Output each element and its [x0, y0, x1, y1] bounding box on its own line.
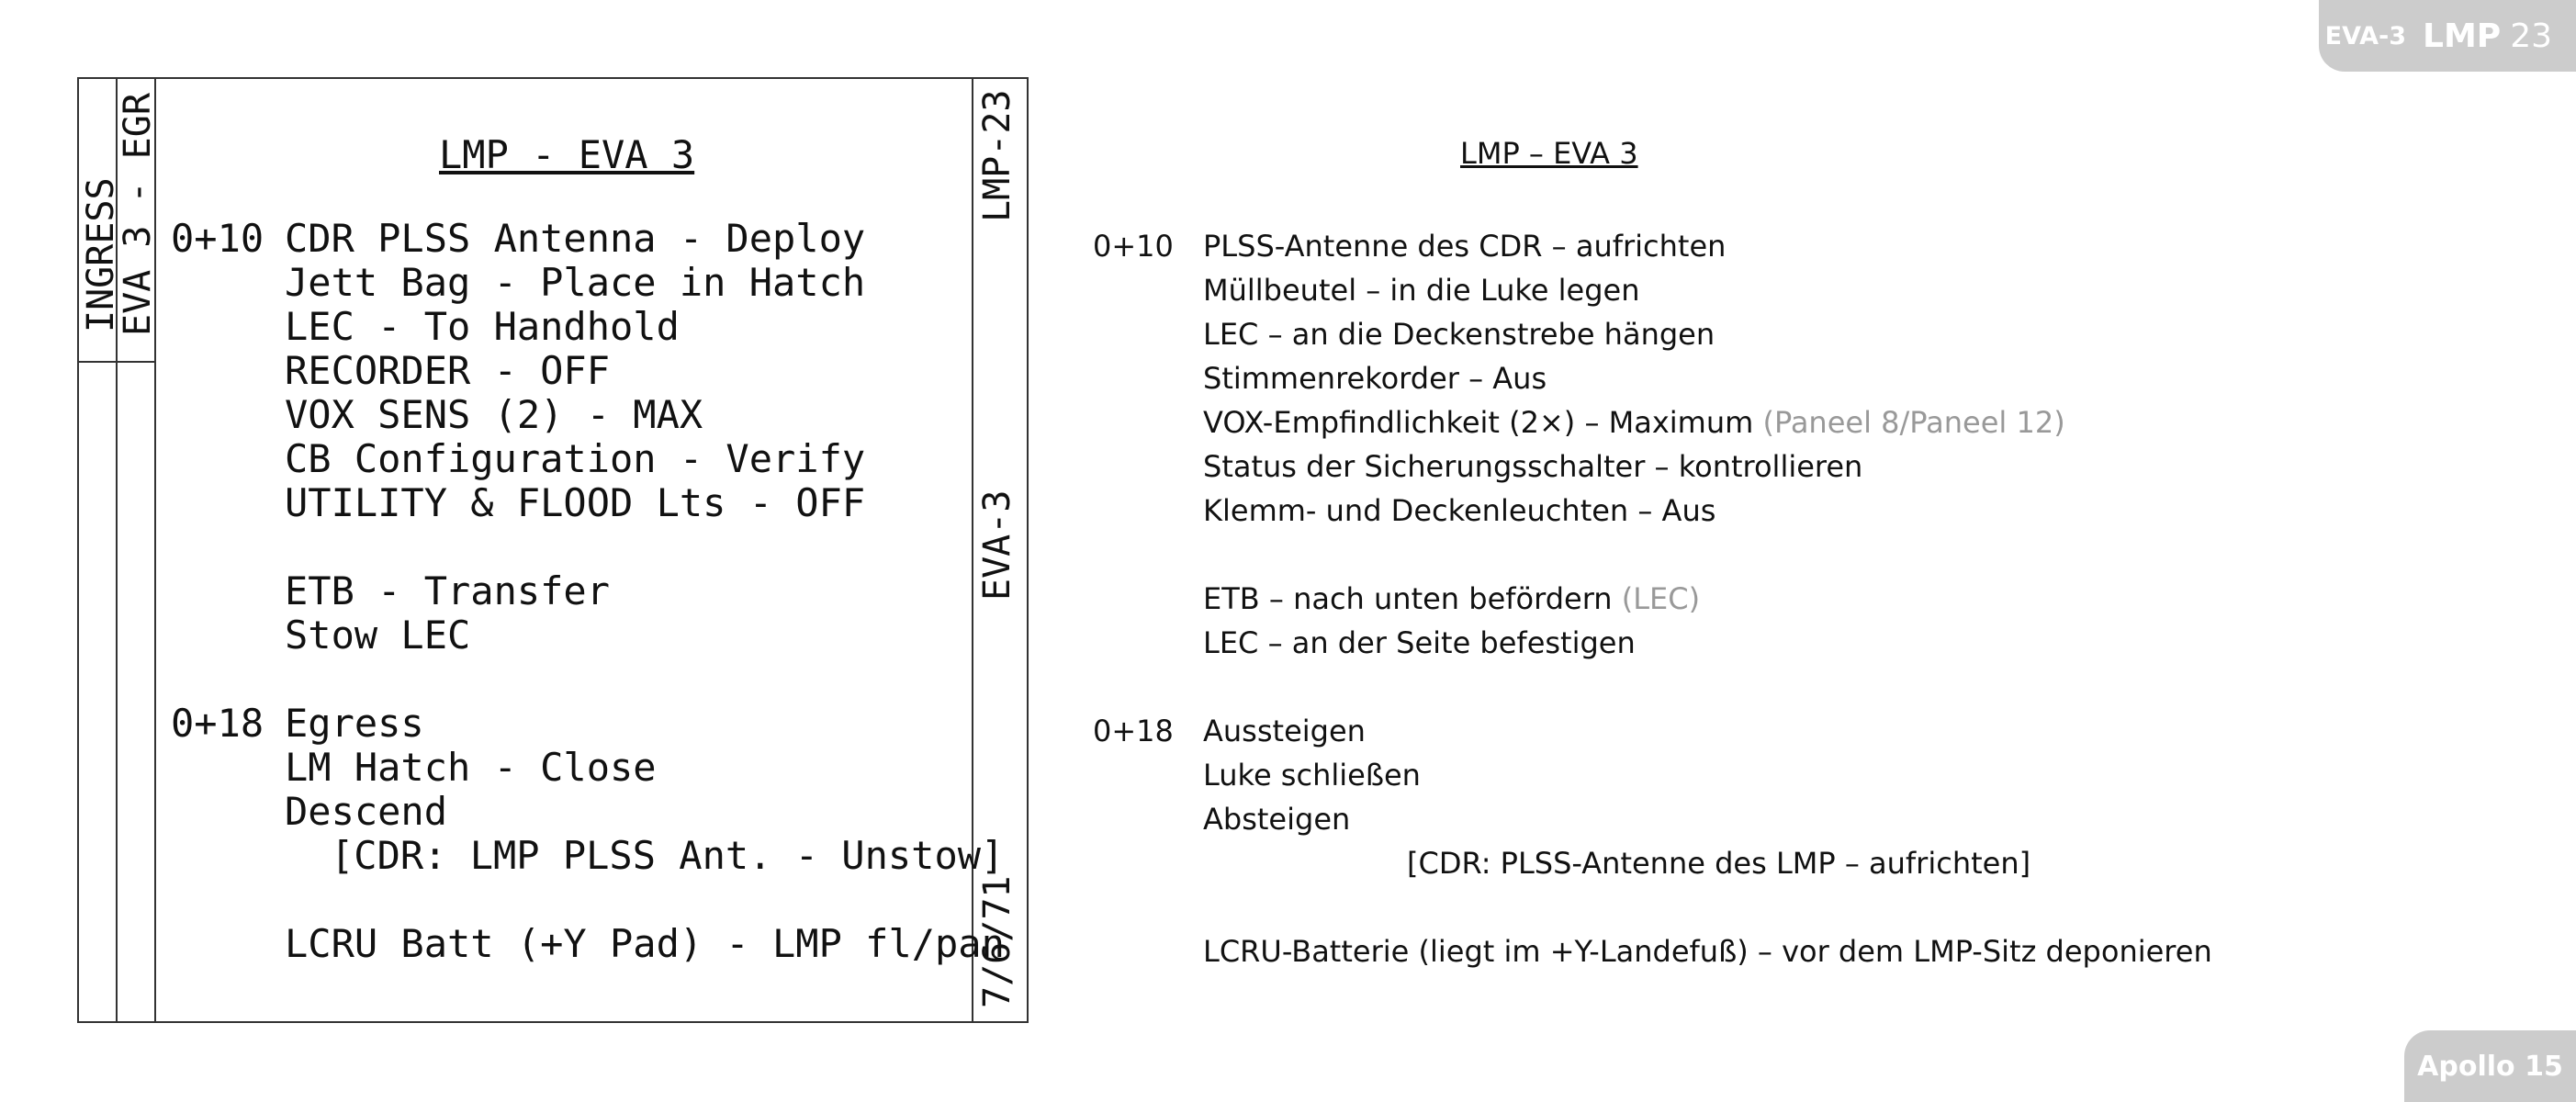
- card-line: 0+10 CDR PLSS Antenna - Deploy: [171, 216, 866, 261]
- translation-line: LEC – an der Seite befestigen: [1203, 625, 1636, 660]
- card-line: RECORDER - OFF: [285, 348, 611, 393]
- translation-line: Absteigen: [1203, 802, 1351, 837]
- translation-line: LCRU-Batterie (liegt im +Y-Landefuß) – vor dem LMP-Sitz deponieren: [1203, 934, 2212, 969]
- card-line: 0+18 Egress: [171, 701, 424, 746]
- card-line: UTILITY & FLOOD Lts - OFF: [285, 480, 866, 525]
- translation-line: Klemm- und Deckenleuchten – Aus: [1203, 493, 1716, 528]
- card-line: CB Configuration - Verify: [285, 436, 866, 481]
- translation-line: VOX-Empfindlichkeit (2×) – Maximum (Paneel 8/Paneel 12): [1203, 405, 2065, 440]
- card-line: LCRU Batt (+Y Pad) - LMP fl/pan: [285, 921, 1005, 966]
- card-line: [CDR: LMP PLSS Ant. - Unstow]: [331, 833, 1005, 878]
- card-line: VOX SENS (2) - MAX: [285, 392, 703, 437]
- card-side-label-eva: EVA 3 - EGR: [117, 93, 159, 336]
- translation-line: Status der Sicherungsschalter – kontrollieren: [1203, 449, 1863, 484]
- card-line: LM Hatch - Close: [285, 745, 657, 790]
- translation-note: (LEC): [1621, 581, 1701, 616]
- header-page-number: 23: [2510, 17, 2552, 55]
- translation-line: Müllbeutel – in die Luke legen: [1203, 273, 1640, 308]
- translation-line: 0+10 PLSS-Antenne des CDR – aufrichten: [1093, 229, 1727, 264]
- card-title: LMP - EVA 3: [439, 132, 695, 177]
- translation-line: LEC – an die Deckenstrebe hängen: [1203, 317, 1715, 352]
- translation-line: 0+18 Aussteigen: [1093, 714, 1366, 748]
- translation-line: Luke schließen: [1203, 758, 1421, 793]
- page-footer-tab: Apollo 15: [2404, 1030, 2576, 1102]
- translation-line: [CDR: PLSS-Antenne des LMP – aufrichten]: [1407, 846, 2031, 881]
- checklist-card: [77, 77, 1029, 1023]
- translation-note: (Paneel 8/Paneel 12): [1762, 405, 2065, 440]
- header-mission: EVA-3: [2324, 21, 2407, 51]
- card-line: Descend: [285, 789, 448, 834]
- card-line: Stow LEC: [285, 613, 471, 658]
- translation-title: LMP – EVA 3: [1460, 136, 1638, 171]
- card-left-divider: [79, 361, 154, 363]
- translation-body: [1093, 224, 2379, 973]
- card-line: Jett Bag - Place in Hatch: [285, 260, 866, 305]
- card-side-label-ingress: INGRESS: [80, 177, 122, 332]
- header-role: LMP: [2423, 17, 2502, 55]
- card-line: LEC - To Handhold: [285, 304, 680, 349]
- page-header-tab: [2319, 0, 2576, 72]
- card-side-label-eva3: EVA-3: [976, 489, 1018, 601]
- card-side-label-page: LMP-23: [976, 89, 1018, 222]
- card-line: ETB - Transfer: [285, 568, 611, 613]
- translation-line: Stimmenrekorder – Aus: [1203, 361, 1547, 396]
- translation-line: ETB – nach unten befördern (LEC): [1203, 581, 1701, 616]
- card-side-label-date: 7/6/71: [976, 875, 1018, 1008]
